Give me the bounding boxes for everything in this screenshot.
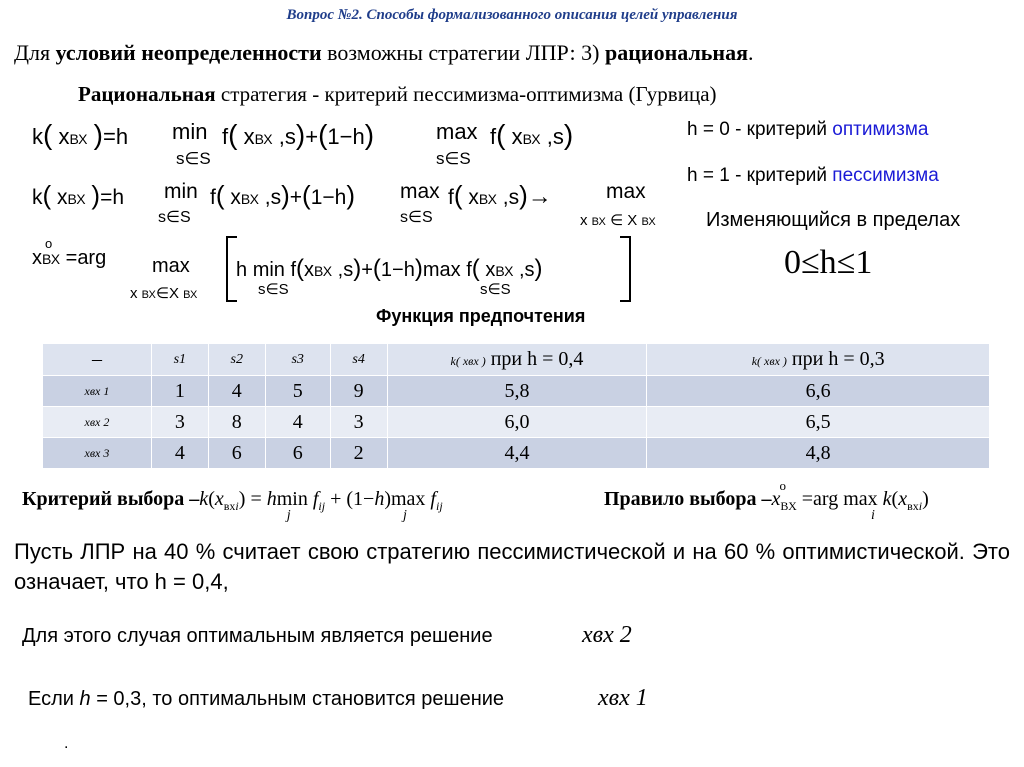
f1-term1: [222, 119, 374, 151]
criterion-line: Критерий выбора $-k(x_{вхi}) = hmin$ j $f_{ij} + (1-h)\max$ j $f_{ij}$: [22, 488, 443, 523]
f1-rp2: ): [295, 119, 306, 150]
f2-vxo: ВХ: [591, 216, 606, 228]
table-cell-k04: 6,0: [387, 407, 647, 438]
f1-s: s: [176, 149, 185, 168]
row-label: xвх 1: [43, 376, 152, 407]
table-cell: 4: [265, 407, 330, 438]
f1-s3: s: [436, 149, 445, 168]
table-cell: 2: [330, 438, 387, 469]
strategy-rest: стратегия - критерий пессимизма-оптимизма (Гурвица): [215, 82, 717, 106]
table-row: [43, 438, 990, 469]
table-header-row: [43, 344, 990, 376]
f1-term2: [490, 119, 573, 151]
criterion-label: Критерий выбора –: [22, 488, 200, 510]
rule-i2: i: [918, 499, 923, 513]
f1-min: min: [172, 119, 208, 144]
case2-h: h: [79, 688, 91, 710]
f3-s3: s: [258, 281, 266, 298]
f2-h: h: [112, 186, 125, 209]
f3-in2: ∈: [487, 281, 501, 298]
f2-k: k: [32, 186, 43, 209]
f3-max2-sub: [480, 280, 511, 298]
note-h1: [687, 165, 939, 187]
f3-xs: x: [130, 285, 138, 302]
f1-S2: S: [459, 149, 471, 168]
f1-s4: s: [552, 124, 564, 149]
table-caption: Функция предпочтения: [376, 306, 586, 326]
formula-3: [32, 236, 107, 270]
f2-rp4: ): [519, 180, 528, 210]
rule-k: k: [882, 488, 892, 510]
f2-eq: =: [100, 186, 113, 209]
f3-f2: f: [466, 259, 472, 281]
f2-comma2: ,: [502, 186, 509, 209]
f2-term2: [448, 180, 552, 211]
table-cell: 3: [330, 407, 387, 438]
f3-x3: x: [485, 259, 496, 281]
f1-vx3: ВХ: [522, 131, 541, 147]
table-row: [43, 407, 990, 438]
f2-s4: s: [508, 186, 520, 209]
f2-max: max: [400, 180, 440, 203]
header-k-small-1: k( xвх ): [450, 354, 486, 368]
crit-h2: h: [374, 488, 385, 510]
header-k-small-2: k( xвх ): [751, 354, 787, 368]
table-cell: 5: [265, 376, 330, 407]
crit-one: 1: [353, 488, 364, 510]
f2-max-sub: [400, 207, 433, 227]
header-s3: s3: [265, 344, 330, 376]
f2-term1: [210, 180, 355, 211]
f3-rp: ): [353, 255, 362, 282]
f1-lp3: (: [318, 119, 328, 150]
f1-f: f: [222, 124, 229, 149]
f1-comma: ,: [278, 124, 285, 149]
table-cell: 1: [151, 376, 208, 407]
f2-vx3: ВХ: [478, 191, 497, 207]
f1-x2: x: [243, 124, 255, 149]
table-cell-k03: 6,5: [647, 407, 990, 438]
rule-label: Правило выбора –: [604, 488, 772, 510]
formula-1: [32, 119, 128, 151]
header-s4: s4: [330, 344, 387, 376]
f1-k: k: [32, 124, 43, 149]
strategy-line: [78, 82, 717, 107]
f1-max: max: [436, 119, 478, 144]
f1-one-minus: 1−: [327, 124, 353, 149]
f3-eq: =: [65, 247, 78, 269]
f2-h2: h: [334, 186, 347, 209]
f3-x2: x: [304, 259, 315, 281]
intro-bold-rational: рациональная: [605, 40, 749, 65]
f3-min-sub: [258, 280, 289, 298]
f2-s3: s: [400, 209, 408, 226]
f2-f2: f: [448, 186, 454, 209]
table-cell: 6: [208, 438, 265, 469]
f2-lp3: (: [302, 180, 311, 210]
range-formula: 0≤h≤1: [784, 244, 873, 281]
f2-S2: S: [421, 209, 433, 226]
f2-x3: x: [468, 186, 479, 209]
f3-plus: +: [361, 259, 373, 281]
rule-o: o: [779, 478, 786, 493]
f3-max2: max: [422, 259, 461, 281]
f3-vxs: ВХ: [141, 289, 156, 301]
note-h0-prefix: h = 0 - критерий: [687, 119, 833, 140]
table-cell-k03: 6,6: [647, 376, 990, 407]
f3-comma: ,: [337, 259, 344, 281]
f3-s4: s: [480, 281, 488, 298]
row-label: xвх 2: [43, 407, 152, 438]
f3-one-minus: 1−: [380, 259, 404, 281]
table-row: [43, 376, 990, 407]
f2-lp4: (: [453, 180, 463, 210]
crit-i: i: [235, 499, 239, 513]
f1-plus: +: [305, 124, 319, 149]
rule-x-wrap: [771, 478, 786, 511]
header-dash: –: [43, 344, 152, 376]
f3-max-sub: [130, 284, 197, 302]
row-label: xвх 3: [43, 438, 152, 469]
crit-ij: ij: [318, 499, 326, 513]
rule-argmax: arg max: [813, 488, 878, 510]
f1-lp2: (: [228, 119, 238, 150]
header-s2: s2: [208, 344, 265, 376]
paragraph-text: Пусть ЛПР на 40 % считает свою стратегию пессимистической и на 60 % оптимистической. Это означает, что h = 0,4,: [14, 539, 1010, 594]
f1-min-sub: [176, 149, 211, 169]
case2-answer: xвх 1: [598, 685, 648, 711]
f3-min: min: [252, 259, 285, 281]
f2-one-minus: 1−: [310, 186, 335, 209]
f2-x: x: [57, 186, 68, 209]
f2-min-sub: [158, 207, 191, 227]
f2-ino: ∈: [610, 212, 624, 229]
case2-middle: = 0,3, то оптимальным становится решение: [90, 688, 505, 710]
crit-max-j: j: [402, 508, 407, 523]
f3-arg: arg: [77, 247, 107, 269]
table-cell-k04: 5,8: [387, 376, 647, 407]
f3-s2: s: [524, 259, 535, 281]
crit-h: h: [266, 488, 277, 510]
f2-x2: x: [230, 186, 241, 209]
rule-x: x: [771, 488, 781, 510]
f3-s: s: [343, 259, 354, 281]
f3-comma2: ,: [518, 259, 525, 281]
f3-lp3: (: [471, 255, 480, 282]
header-k-h03: [647, 344, 990, 376]
f1-S: S: [199, 149, 211, 168]
f1-lp: (: [43, 119, 53, 150]
crit-max: max: [390, 488, 426, 510]
case1-text: Для этого случая оптимальным является решение: [22, 625, 493, 647]
f3-max: max: [152, 255, 190, 277]
f3-vx3: ВХ: [495, 263, 514, 279]
f1-vx2: ВХ: [254, 131, 273, 147]
header-h04-label: при h = 0,4: [485, 348, 584, 370]
f3-S: S: [278, 281, 289, 298]
f3-in: ∈: [265, 281, 279, 298]
f1-eq: =: [102, 124, 116, 149]
case2-line: [28, 688, 504, 711]
f1-rp4: ): [563, 119, 574, 150]
crit-f: f: [312, 488, 319, 510]
intro-prefix: Для: [14, 40, 56, 65]
f3-lp2: (: [372, 255, 381, 282]
f1-s2: s: [284, 124, 296, 149]
crit-f2: f: [430, 488, 436, 510]
header-k-h04: [387, 344, 647, 376]
slide-title: Вопрос №2. Способы формализованного описания целей управления: [286, 7, 738, 23]
rule-x2: x: [898, 488, 908, 510]
crit-x: x: [214, 488, 224, 510]
f1-f2: f: [490, 124, 497, 149]
table-cell: 3: [151, 407, 208, 438]
range-text: Изменяющийся в пределах: [706, 209, 961, 231]
f3-lp: (: [296, 255, 305, 282]
f2-S: S: [179, 209, 191, 226]
note-h0-optimism: оптимизма: [832, 119, 929, 140]
crit-minus: −: [363, 488, 375, 510]
intro-line: [14, 40, 754, 66]
f2-vxo2: ВХ: [641, 216, 656, 228]
f2-rp2: ): [281, 180, 290, 210]
note-h1-prefix: h = 1 - критерий: [687, 165, 833, 186]
f3-vx: ВХ: [42, 251, 61, 267]
f2-min: min: [164, 180, 198, 203]
f1-in2: ∈: [444, 149, 460, 168]
f1-x3: x: [511, 124, 523, 149]
f1-lp4: (: [496, 119, 506, 150]
f2-plus: +: [289, 186, 303, 209]
f3-vxs2: ВХ: [183, 289, 198, 301]
table-cell: 9: [330, 376, 387, 407]
f2-rp3: ): [346, 180, 356, 210]
f3-inner: [236, 255, 543, 283]
intro-bold-uncertainty: условий неопределенности: [55, 40, 322, 65]
f1-rp3: ): [364, 119, 375, 150]
f2-lp: (: [42, 180, 52, 210]
f2-rp: ): [91, 180, 101, 210]
f2-s: s: [158, 209, 166, 226]
f1-vx: ВХ: [69, 131, 88, 147]
f3-x: x: [32, 247, 42, 269]
crit-min-j: j: [286, 508, 291, 523]
header-s1: s1: [151, 344, 208, 376]
f2-comma: ,: [264, 186, 271, 209]
f1-max-sub: [436, 149, 471, 169]
crit-k: k: [199, 488, 209, 510]
crit-eq: =: [250, 488, 262, 510]
intro-middle: возможны стратегии ЛПР: 3): [321, 40, 605, 65]
f1-h: h: [115, 124, 129, 149]
f2-arrow-icon: →: [527, 183, 552, 210]
table-cell: 4: [208, 376, 265, 407]
rule-i: i: [871, 508, 875, 523]
formula-2: [32, 180, 124, 211]
f3-vx2: ВХ: [314, 263, 333, 279]
f3-h: h: [236, 259, 248, 281]
f3-h2: h: [403, 259, 415, 281]
crit-min: min: [276, 488, 308, 510]
crit-max-wrap: [390, 488, 426, 523]
f2-vx: ВХ: [67, 191, 86, 207]
f2-s2: s: [270, 186, 282, 209]
intro-suffix: .: [748, 40, 754, 65]
table-cell: 6: [265, 438, 330, 469]
preference-table: [42, 343, 990, 469]
stray-dot: .: [64, 735, 69, 752]
crit-vx: вх: [223, 499, 236, 513]
f3-right-bracket: [620, 236, 631, 302]
f1-x: x: [58, 124, 70, 149]
table-cell-k04: 4,4: [387, 438, 647, 469]
f2-Xo: X: [627, 212, 638, 229]
rule-argmax-wrap: [813, 488, 878, 523]
note-h0: [687, 119, 928, 141]
f3-rp3: ): [534, 255, 543, 282]
rule-eq: =: [801, 488, 814, 510]
header-h03-label: при h = 0,3: [786, 348, 885, 370]
table-cell: 8: [208, 407, 265, 438]
crit-plus: +: [330, 488, 342, 510]
crit-min-wrap: [276, 488, 308, 523]
f2-outer-max: max: [606, 180, 646, 203]
f2-vx2: ВХ: [240, 191, 259, 207]
table-cell: 4: [151, 438, 208, 469]
f3-o: o: [45, 236, 53, 251]
f2-in: ∈: [166, 209, 180, 226]
f2-lp2: (: [215, 180, 225, 210]
f3-S2: S: [500, 281, 511, 298]
f1-in: ∈: [184, 149, 200, 168]
f2-outer-max-sub: [580, 211, 656, 229]
f3-rp2: ): [414, 255, 423, 282]
f3-ins: ∈: [155, 285, 169, 302]
f3-Xs: X: [168, 285, 179, 302]
f1-rp: ): [93, 119, 103, 150]
f2-f: f: [210, 186, 216, 209]
note-h1-pessimism: пессимизма: [832, 165, 939, 186]
strategy-bold: Рациональная: [78, 82, 216, 106]
f2-xo: x: [580, 212, 588, 229]
case1-line: [22, 625, 493, 648]
f3-f: f: [290, 259, 297, 281]
crit-ij2: ij: [435, 499, 443, 513]
f1-h2: h: [352, 124, 365, 149]
f2-in2: ∈: [408, 209, 422, 226]
rule-line: Правило выбора –x o $_{ВХ}$ =arg max i $k(x_{вхi})$: [604, 478, 929, 523]
case2-prefix: Если: [28, 688, 80, 710]
case1-answer: xвх 2: [582, 622, 632, 648]
rule-vx: ВХ: [780, 499, 797, 513]
table-cell-k03: 4,8: [647, 438, 990, 469]
rule-vx2: вх: [907, 499, 919, 513]
f1-comma2: ,: [546, 124, 553, 149]
